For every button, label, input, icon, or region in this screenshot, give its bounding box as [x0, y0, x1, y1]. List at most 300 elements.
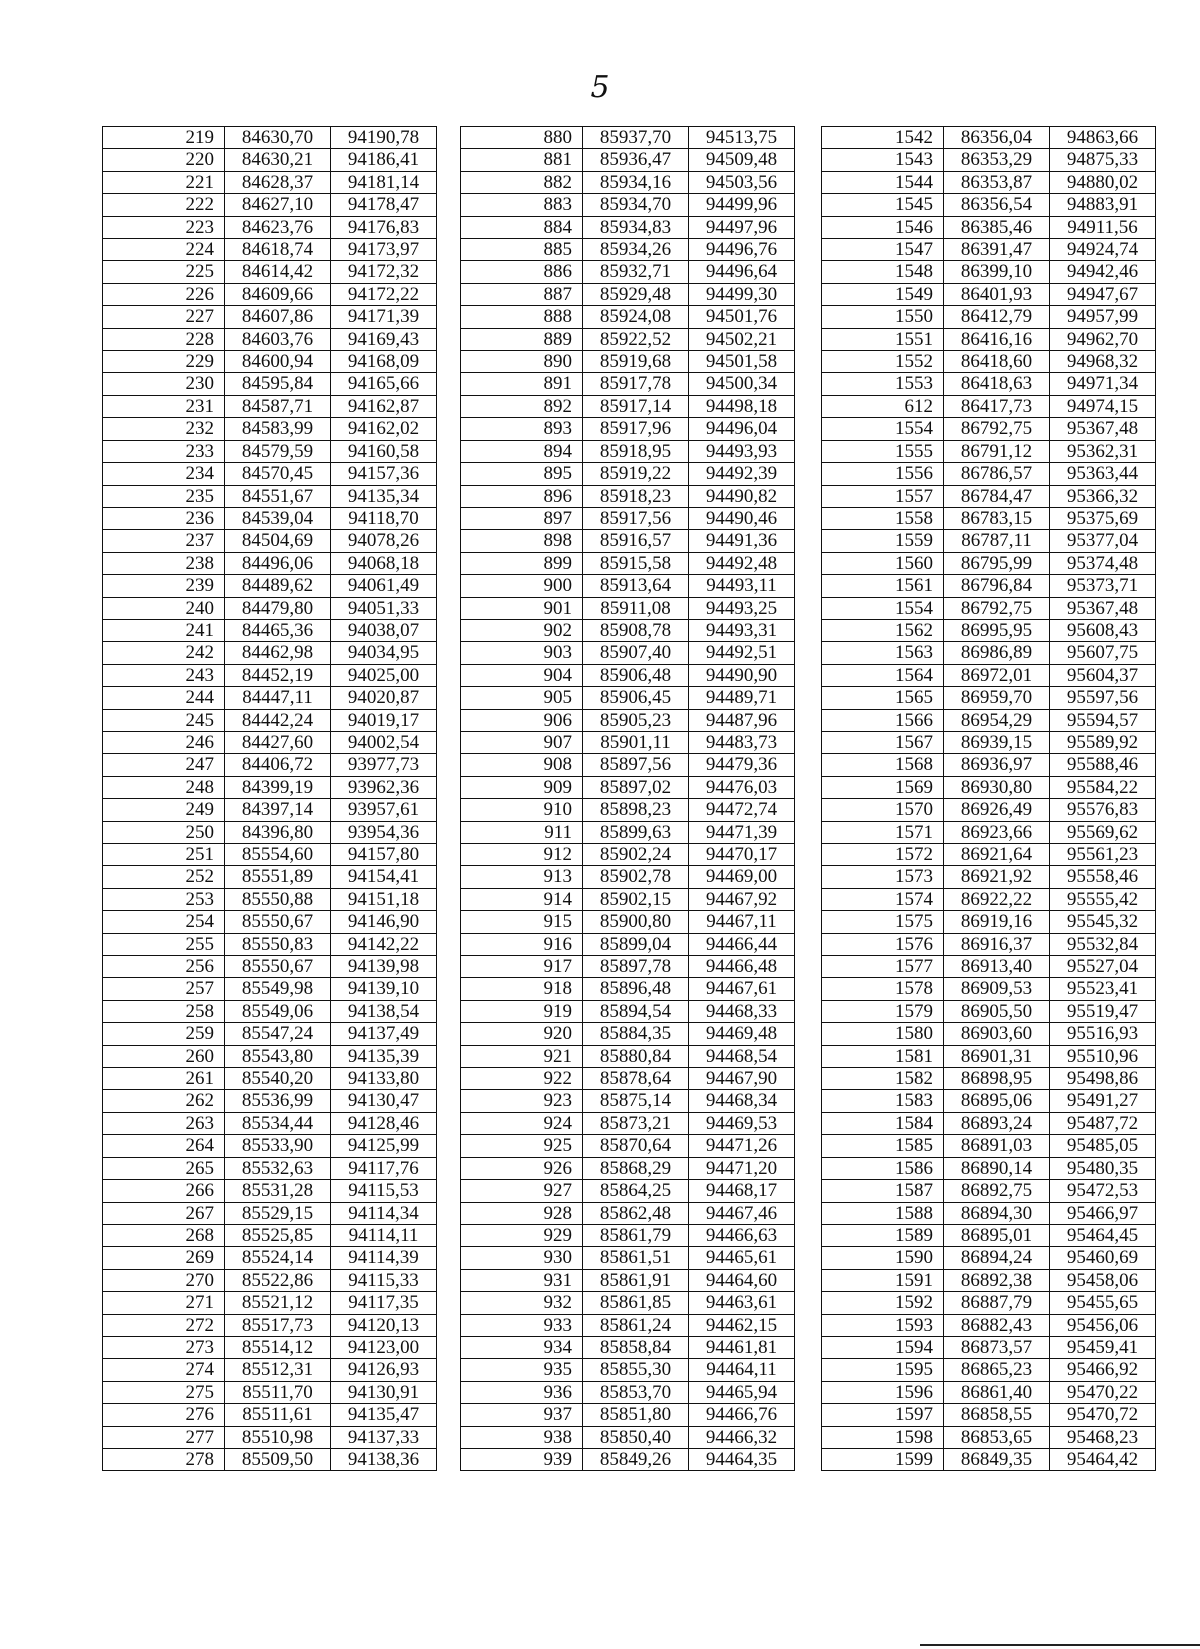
y-coordinate-cell: 94513,75 — [689, 127, 795, 149]
point-number-cell: 1590 — [822, 1247, 944, 1269]
x-coordinate-cell: 84551,67 — [225, 485, 331, 507]
table-row — [103, 1112, 437, 1134]
table-row — [822, 1426, 1156, 1448]
x-coordinate-cell: 86418,63 — [944, 373, 1050, 395]
point-number-cell: 245 — [103, 709, 225, 731]
y-coordinate-cell: 95468,23 — [1050, 1426, 1156, 1448]
table-row — [461, 1336, 795, 1358]
point-number-cell: 264 — [103, 1135, 225, 1157]
y-coordinate-cell: 95459,41 — [1050, 1336, 1156, 1358]
point-number-cell: 229 — [103, 351, 225, 373]
x-coordinate-cell: 86356,54 — [944, 194, 1050, 216]
table-row — [103, 866, 437, 888]
table-row — [461, 1426, 795, 1448]
table-row — [103, 1202, 437, 1224]
table-row — [461, 687, 795, 709]
y-coordinate-cell: 95480,35 — [1050, 1157, 1156, 1179]
x-coordinate-cell: 84628,37 — [225, 171, 331, 193]
x-coordinate-cell: 85901,11 — [583, 731, 689, 753]
point-number-cell: 1582 — [822, 1068, 944, 1090]
y-coordinate-cell: 94501,76 — [689, 306, 795, 328]
table-row — [461, 776, 795, 798]
table-row — [103, 306, 437, 328]
point-number-cell: 225 — [103, 261, 225, 283]
y-coordinate-cell: 95485,05 — [1050, 1135, 1156, 1157]
point-number-cell: 277 — [103, 1426, 225, 1448]
point-number-cell: 273 — [103, 1336, 225, 1358]
y-coordinate-cell: 94139,10 — [331, 978, 437, 1000]
y-coordinate-cell: 94068,18 — [331, 552, 437, 574]
x-coordinate-cell: 85551,89 — [225, 866, 331, 888]
table-row — [822, 731, 1156, 753]
x-coordinate-cell: 85549,98 — [225, 978, 331, 1000]
table-row — [103, 956, 437, 978]
y-coordinate-cell: 95516,93 — [1050, 1023, 1156, 1045]
x-coordinate-cell: 85855,30 — [583, 1359, 689, 1381]
point-number-cell: 888 — [461, 306, 583, 328]
y-coordinate-cell: 95588,46 — [1050, 754, 1156, 776]
point-number-cell: 240 — [103, 597, 225, 619]
y-coordinate-cell: 94500,34 — [689, 373, 795, 395]
table-row — [461, 933, 795, 955]
table-row — [822, 194, 1156, 216]
table-row — [103, 373, 437, 395]
point-number-cell: 1553 — [822, 373, 944, 395]
x-coordinate-cell: 86893,24 — [944, 1112, 1050, 1134]
y-coordinate-cell: 95555,42 — [1050, 888, 1156, 910]
table-row — [822, 1000, 1156, 1022]
y-coordinate-cell: 94181,14 — [331, 171, 437, 193]
x-coordinate-cell: 85899,63 — [583, 821, 689, 843]
table-row — [822, 664, 1156, 686]
table-row — [822, 463, 1156, 485]
point-number-cell: 936 — [461, 1381, 583, 1403]
x-coordinate-cell: 85907,40 — [583, 642, 689, 664]
point-number-cell: 930 — [461, 1247, 583, 1269]
point-number-cell: 239 — [103, 575, 225, 597]
point-number-cell: 219 — [103, 127, 225, 149]
table-row — [103, 530, 437, 552]
x-coordinate-cell: 86784,47 — [944, 485, 1050, 507]
table-row — [461, 507, 795, 529]
point-number-cell: 894 — [461, 440, 583, 462]
x-coordinate-cell: 85906,45 — [583, 687, 689, 709]
y-coordinate-cell: 94497,96 — [689, 216, 795, 238]
point-number-cell: 899 — [461, 552, 583, 574]
table-row — [822, 283, 1156, 305]
coordinates-table-2 — [460, 126, 795, 1471]
point-number-cell: 1548 — [822, 261, 944, 283]
x-coordinate-cell: 86385,46 — [944, 216, 1050, 238]
table-row — [822, 440, 1156, 462]
y-coordinate-cell: 94467,90 — [689, 1068, 795, 1090]
table-row — [461, 306, 795, 328]
y-coordinate-cell: 94117,35 — [331, 1292, 437, 1314]
y-coordinate-cell: 93957,61 — [331, 799, 437, 821]
x-coordinate-cell: 85919,68 — [583, 351, 689, 373]
table-row — [103, 731, 437, 753]
x-coordinate-cell: 86796,84 — [944, 575, 1050, 597]
x-coordinate-cell: 86959,70 — [944, 687, 1050, 709]
x-coordinate-cell: 86412,79 — [944, 306, 1050, 328]
x-coordinate-cell: 84399,19 — [225, 776, 331, 798]
y-coordinate-cell: 94173,97 — [331, 239, 437, 261]
y-coordinate-cell: 95519,47 — [1050, 1000, 1156, 1022]
table-row — [103, 328, 437, 350]
x-coordinate-cell: 85906,48 — [583, 664, 689, 686]
x-coordinate-cell: 86787,11 — [944, 530, 1050, 552]
x-coordinate-cell: 86939,15 — [944, 731, 1050, 753]
x-coordinate-cell: 86401,93 — [944, 283, 1050, 305]
table-row — [461, 844, 795, 866]
point-number-cell: 891 — [461, 373, 583, 395]
y-coordinate-cell: 95367,48 — [1050, 597, 1156, 619]
x-coordinate-cell: 84583,99 — [225, 418, 331, 440]
y-coordinate-cell: 95375,69 — [1050, 507, 1156, 529]
point-number-cell: 1565 — [822, 687, 944, 709]
point-number-cell: 1544 — [822, 171, 944, 193]
point-number-cell: 920 — [461, 1023, 583, 1045]
point-number-cell: 1542 — [822, 127, 944, 149]
x-coordinate-cell: 84447,11 — [225, 687, 331, 709]
point-number-cell: 897 — [461, 507, 583, 529]
y-coordinate-cell: 94160,58 — [331, 440, 437, 462]
point-number-cell: 1576 — [822, 933, 944, 955]
x-coordinate-cell: 85532,63 — [225, 1157, 331, 1179]
y-coordinate-cell: 94496,04 — [689, 418, 795, 440]
table-row — [103, 1045, 437, 1067]
y-coordinate-cell: 94468,34 — [689, 1090, 795, 1112]
point-number-cell: 1577 — [822, 956, 944, 978]
point-number-cell: 222 — [103, 194, 225, 216]
x-coordinate-cell: 85900,80 — [583, 911, 689, 933]
table-row — [822, 619, 1156, 641]
y-coordinate-cell: 94498,18 — [689, 395, 795, 417]
y-coordinate-cell: 94130,91 — [331, 1381, 437, 1403]
table-row — [103, 799, 437, 821]
x-coordinate-cell: 86418,60 — [944, 351, 1050, 373]
y-coordinate-cell: 95597,56 — [1050, 687, 1156, 709]
table-row — [461, 1247, 795, 1269]
table-row — [822, 351, 1156, 373]
x-coordinate-cell: 85861,79 — [583, 1224, 689, 1246]
table-row — [103, 1381, 437, 1403]
point-number-cell: 926 — [461, 1157, 583, 1179]
y-coordinate-cell: 94942,46 — [1050, 261, 1156, 283]
x-coordinate-cell: 84614,42 — [225, 261, 331, 283]
table-row — [822, 149, 1156, 171]
y-coordinate-cell: 94165,66 — [331, 373, 437, 395]
x-coordinate-cell: 86353,29 — [944, 149, 1050, 171]
y-coordinate-cell: 94126,93 — [331, 1359, 437, 1381]
y-coordinate-cell: 94146,90 — [331, 911, 437, 933]
table-row — [461, 1023, 795, 1045]
y-coordinate-cell: 94490,82 — [689, 485, 795, 507]
y-coordinate-cell: 94019,17 — [331, 709, 437, 731]
table-row — [461, 1314, 795, 1336]
point-number-cell: 262 — [103, 1090, 225, 1112]
point-number-cell: 1568 — [822, 754, 944, 776]
point-number-cell: 256 — [103, 956, 225, 978]
x-coordinate-cell: 85934,70 — [583, 194, 689, 216]
x-coordinate-cell: 85875,14 — [583, 1090, 689, 1112]
y-coordinate-cell: 94469,48 — [689, 1023, 795, 1045]
x-coordinate-cell: 85897,78 — [583, 956, 689, 978]
x-coordinate-cell: 85554,60 — [225, 844, 331, 866]
point-number-cell: 257 — [103, 978, 225, 1000]
table-row — [822, 395, 1156, 417]
table-row — [461, 597, 795, 619]
point-number-cell: 907 — [461, 731, 583, 753]
table-row — [103, 463, 437, 485]
table-row — [103, 440, 437, 462]
point-number-cell: 1552 — [822, 351, 944, 373]
table-row — [461, 575, 795, 597]
point-number-cell: 248 — [103, 776, 225, 798]
table-row — [103, 1404, 437, 1426]
y-coordinate-cell: 94464,35 — [689, 1448, 795, 1470]
y-coordinate-cell: 94151,18 — [331, 888, 437, 910]
point-number-cell: 1562 — [822, 619, 944, 641]
point-number-cell: 904 — [461, 664, 583, 686]
x-coordinate-cell: 85861,24 — [583, 1314, 689, 1336]
x-coordinate-cell: 85861,91 — [583, 1269, 689, 1291]
point-number-cell: 917 — [461, 956, 583, 978]
y-coordinate-cell: 94025,00 — [331, 664, 437, 686]
point-number-cell: 939 — [461, 1448, 583, 1470]
x-coordinate-cell: 85540,20 — [225, 1068, 331, 1090]
table-row — [103, 351, 437, 373]
y-coordinate-cell: 94186,41 — [331, 149, 437, 171]
point-number-cell: 255 — [103, 933, 225, 955]
y-coordinate-cell: 94142,22 — [331, 933, 437, 955]
y-coordinate-cell: 94490,46 — [689, 507, 795, 529]
table-row — [103, 619, 437, 641]
table-row — [822, 1314, 1156, 1336]
y-coordinate-cell: 94034,95 — [331, 642, 437, 664]
point-number-cell: 883 — [461, 194, 583, 216]
point-number-cell: 246 — [103, 731, 225, 753]
x-coordinate-cell: 86905,50 — [944, 1000, 1050, 1022]
x-coordinate-cell: 86921,92 — [944, 866, 1050, 888]
x-coordinate-cell: 84600,94 — [225, 351, 331, 373]
y-coordinate-cell: 94463,61 — [689, 1292, 795, 1314]
table-row — [461, 1359, 795, 1381]
y-coordinate-cell: 94911,56 — [1050, 216, 1156, 238]
table-row — [103, 1426, 437, 1448]
x-coordinate-cell: 84618,74 — [225, 239, 331, 261]
y-coordinate-cell: 94168,09 — [331, 351, 437, 373]
table-row — [461, 1135, 795, 1157]
y-coordinate-cell: 95366,32 — [1050, 485, 1156, 507]
y-coordinate-cell: 94880,02 — [1050, 171, 1156, 193]
point-number-cell: 234 — [103, 463, 225, 485]
table-row — [461, 888, 795, 910]
point-number-cell: 1556 — [822, 463, 944, 485]
x-coordinate-cell: 86921,64 — [944, 844, 1050, 866]
point-number-cell: 220 — [103, 149, 225, 171]
y-coordinate-cell: 95362,31 — [1050, 440, 1156, 462]
table-row — [461, 664, 795, 686]
point-number-cell: 896 — [461, 485, 583, 507]
table-row — [103, 395, 437, 417]
point-number-cell: 1560 — [822, 552, 944, 574]
x-coordinate-cell: 85934,83 — [583, 216, 689, 238]
y-coordinate-cell: 95456,06 — [1050, 1314, 1156, 1336]
point-number-cell: 923 — [461, 1090, 583, 1112]
point-number-cell: 906 — [461, 709, 583, 731]
point-number-cell: 270 — [103, 1269, 225, 1291]
y-coordinate-cell: 95608,43 — [1050, 619, 1156, 641]
x-coordinate-cell: 86399,10 — [944, 261, 1050, 283]
x-coordinate-cell: 85897,56 — [583, 754, 689, 776]
point-number-cell: 1581 — [822, 1045, 944, 1067]
y-coordinate-cell: 95510,96 — [1050, 1045, 1156, 1067]
y-coordinate-cell: 95561,23 — [1050, 844, 1156, 866]
point-number-cell: 223 — [103, 216, 225, 238]
point-number-cell: 913 — [461, 866, 583, 888]
table-row — [103, 1269, 437, 1291]
point-number-cell: 224 — [103, 239, 225, 261]
table-row — [822, 597, 1156, 619]
y-coordinate-cell: 95470,22 — [1050, 1381, 1156, 1403]
table-row — [461, 239, 795, 261]
x-coordinate-cell: 84465,36 — [225, 619, 331, 641]
point-number-cell: 244 — [103, 687, 225, 709]
point-number-cell: 884 — [461, 216, 583, 238]
point-number-cell: 929 — [461, 1224, 583, 1246]
point-number-cell: 934 — [461, 1336, 583, 1358]
y-coordinate-cell: 94470,17 — [689, 844, 795, 866]
point-number-cell: 1570 — [822, 799, 944, 821]
point-number-cell: 886 — [461, 261, 583, 283]
point-number-cell: 918 — [461, 978, 583, 1000]
point-number-cell: 274 — [103, 1359, 225, 1381]
table-row — [822, 844, 1156, 866]
point-number-cell: 1589 — [822, 1224, 944, 1246]
y-coordinate-cell: 94078,26 — [331, 530, 437, 552]
table-row — [103, 1359, 437, 1381]
point-number-cell: 269 — [103, 1247, 225, 1269]
point-number-cell: 275 — [103, 1381, 225, 1403]
point-number-cell: 938 — [461, 1426, 583, 1448]
table-row — [461, 1269, 795, 1291]
table-row — [822, 373, 1156, 395]
x-coordinate-cell: 86391,47 — [944, 239, 1050, 261]
point-number-cell: 235 — [103, 485, 225, 507]
table-row — [461, 1045, 795, 1067]
x-coordinate-cell: 85917,78 — [583, 373, 689, 395]
table-row — [822, 306, 1156, 328]
x-coordinate-cell: 86892,38 — [944, 1269, 1050, 1291]
point-number-cell: 911 — [461, 821, 583, 843]
table-row — [461, 1202, 795, 1224]
point-number-cell: 1578 — [822, 978, 944, 1000]
x-coordinate-cell: 85936,47 — [583, 149, 689, 171]
point-number-cell: 1572 — [822, 844, 944, 866]
point-number-cell: 265 — [103, 1157, 225, 1179]
x-coordinate-cell: 85511,70 — [225, 1381, 331, 1403]
y-coordinate-cell: 95604,37 — [1050, 664, 1156, 686]
table-row — [822, 1292, 1156, 1314]
table-row — [461, 373, 795, 395]
table-row — [461, 821, 795, 843]
y-coordinate-cell: 95472,53 — [1050, 1180, 1156, 1202]
table-row — [822, 799, 1156, 821]
point-number-cell: 251 — [103, 844, 225, 866]
y-coordinate-cell: 94469,00 — [689, 866, 795, 888]
y-coordinate-cell: 95373,71 — [1050, 575, 1156, 597]
x-coordinate-cell: 85524,14 — [225, 1247, 331, 1269]
y-coordinate-cell: 94863,66 — [1050, 127, 1156, 149]
table-row — [103, 1448, 437, 1470]
y-coordinate-cell: 94114,11 — [331, 1224, 437, 1246]
y-coordinate-cell: 95532,84 — [1050, 933, 1156, 955]
x-coordinate-cell: 85884,35 — [583, 1023, 689, 1045]
point-number-cell: 1598 — [822, 1426, 944, 1448]
point-number-cell: 1587 — [822, 1180, 944, 1202]
x-coordinate-cell: 84396,80 — [225, 821, 331, 843]
y-coordinate-cell: 95470,72 — [1050, 1404, 1156, 1426]
table-row — [461, 283, 795, 305]
x-coordinate-cell: 85913,64 — [583, 575, 689, 597]
point-number-cell: 915 — [461, 911, 583, 933]
x-coordinate-cell: 84442,24 — [225, 709, 331, 731]
y-coordinate-cell: 95458,06 — [1050, 1269, 1156, 1291]
point-number-cell: 1558 — [822, 507, 944, 529]
x-coordinate-cell: 85550,83 — [225, 933, 331, 955]
x-coordinate-cell: 86783,15 — [944, 507, 1050, 529]
x-coordinate-cell: 84630,70 — [225, 127, 331, 149]
table-row — [461, 1404, 795, 1426]
point-number-cell: 228 — [103, 328, 225, 350]
point-number-cell: 230 — [103, 373, 225, 395]
table-row — [822, 1269, 1156, 1291]
x-coordinate-cell: 85850,40 — [583, 1426, 689, 1448]
table-row — [103, 1314, 437, 1336]
y-coordinate-cell: 94130,47 — [331, 1090, 437, 1112]
point-number-cell: 1559 — [822, 530, 944, 552]
table-row — [461, 1448, 795, 1470]
x-coordinate-cell: 86891,03 — [944, 1135, 1050, 1157]
table-row — [822, 866, 1156, 888]
x-coordinate-cell: 85911,08 — [583, 597, 689, 619]
point-number-cell: 885 — [461, 239, 583, 261]
point-number-cell: 1596 — [822, 1381, 944, 1403]
y-coordinate-cell: 94138,54 — [331, 1000, 437, 1022]
point-number-cell: 276 — [103, 1404, 225, 1426]
x-coordinate-cell: 86792,75 — [944, 418, 1050, 440]
table-row — [822, 888, 1156, 910]
x-coordinate-cell: 84496,06 — [225, 552, 331, 574]
y-coordinate-cell: 94135,39 — [331, 1045, 437, 1067]
table-row — [461, 328, 795, 350]
x-coordinate-cell: 85862,48 — [583, 1202, 689, 1224]
table-row — [461, 1381, 795, 1403]
x-coordinate-cell: 85873,21 — [583, 1112, 689, 1134]
table-row — [103, 216, 437, 238]
table-row — [822, 1359, 1156, 1381]
table-row — [822, 687, 1156, 709]
table-row — [822, 956, 1156, 978]
y-coordinate-cell: 95374,48 — [1050, 552, 1156, 574]
x-coordinate-cell: 84427,60 — [225, 731, 331, 753]
y-coordinate-cell: 94491,36 — [689, 530, 795, 552]
y-coordinate-cell: 95464,45 — [1050, 1224, 1156, 1246]
table-row — [461, 799, 795, 821]
x-coordinate-cell: 84579,59 — [225, 440, 331, 462]
point-number-cell: 935 — [461, 1359, 583, 1381]
